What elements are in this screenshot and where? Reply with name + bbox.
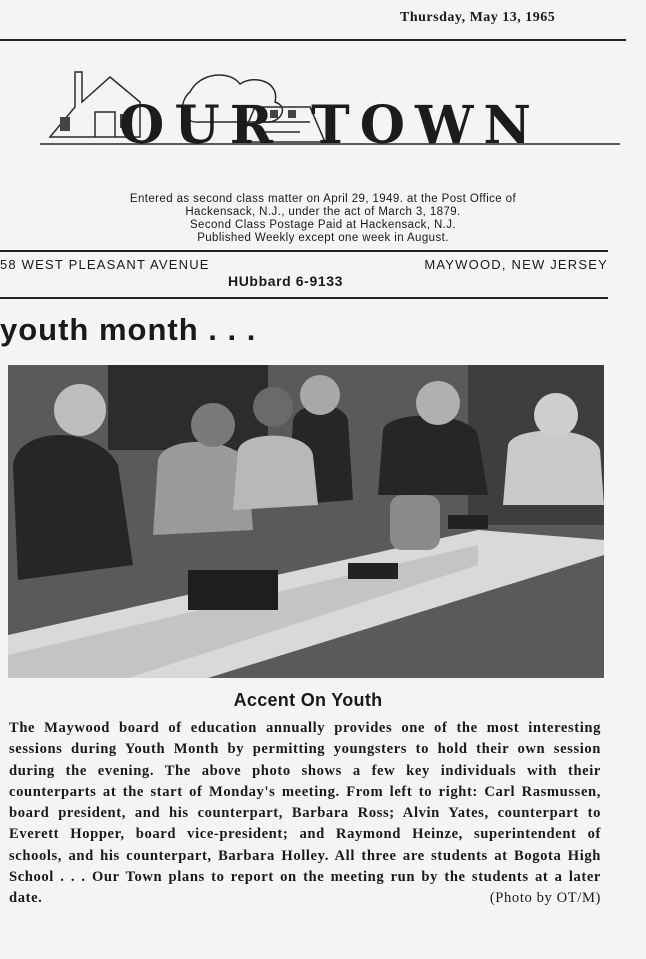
- street-address: 58 WEST PLEASANT AVENUE: [0, 257, 210, 272]
- issue-date: Thursday, May 13, 1965: [400, 10, 556, 25]
- article-body: [9, 718, 601, 910]
- postal-line: Second Class Postage Paid at Hackensack, N.J.: [189, 219, 456, 231]
- phone-number: HUbbard 6-9133: [228, 273, 343, 289]
- article-title: Accent On Youth: [233, 690, 383, 710]
- article-text: The Maywood board of education annually provides one of the most interesting sessions during Youth Month by permitting youngsters to hold their own session during the evening. The above photo shows a few key individuals with their counterparts at the start of Monday's meeting. From left to right: Carl Rasmussen, board president, and his counterpart, Barbara Ross; Alvin Yates, counterpart to Everett Hopper, board vice-president; and Raymond Heinze, superintendent of schools, and his counterpart, Barbara Holley. All three are students at Bogota High School . . . Our Town plans to report on the meeting run by the students at a later date.: [9, 720, 601, 907]
- town-name: MAYWOOD, NEW JERSEY: [424, 257, 608, 272]
- photo-credit: (Photo by OT/M): [489, 890, 601, 907]
- address-top-rule: [0, 250, 608, 252]
- photo-scene: [8, 365, 604, 678]
- masthead-title: OUR TOWN: [119, 95, 541, 156]
- postal-notice: [20, 193, 626, 245]
- top-rule: [0, 39, 626, 41]
- postal-line: Hackensack, N.J., under the act of March 3, 1879.: [185, 206, 461, 218]
- board-meeting-photo: [8, 365, 604, 678]
- postal-line: Published Weekly except one week in August.: [197, 232, 449, 244]
- section-heading: youth month . . .: [0, 312, 257, 347]
- postal-line: Entered as second class matter on April 29, 1949. at the Post Office of: [129, 193, 517, 205]
- address-bottom-rule: [0, 297, 608, 299]
